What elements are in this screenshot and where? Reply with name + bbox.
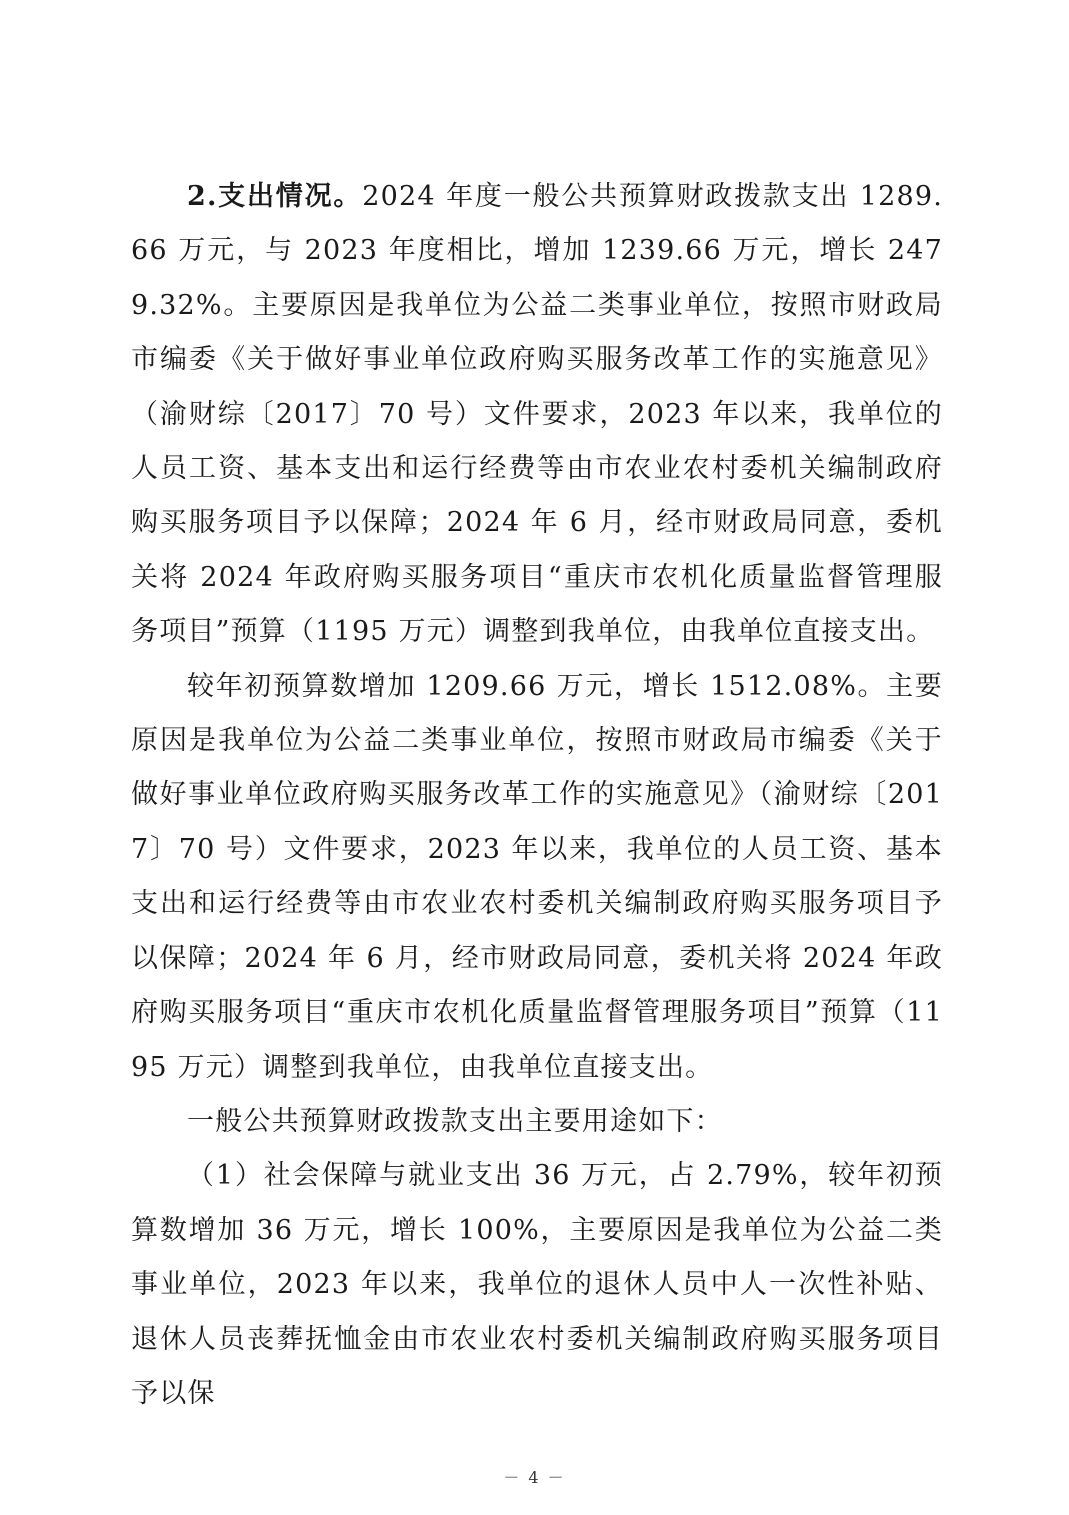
paragraph-usage-intro [131,1095,943,1149]
paragraph-budget-comparison [131,660,943,1095]
paragraph-expenditure-overview [131,170,943,660]
page-number: － 4 － [503,1468,566,1487]
paragraph-text: 2024 年度一般公共预算财政拨款支出 1289.66 万元，与 2023 年度相比，增加 1239.66 万元，增长 2479.32%。主要原因是我单位为公益二类事业单位，按照市财政局市编委《关于做好事业单位政府购买服务改革工作的实施意见》（渝财综〔2017〕70 号）文件要求，2023 年以来，我单位的人员工资、基本支出和运行经费等由市农业农村委机关编制政府购买服务项目予以保障；2024 年 6 月，经市财政局同意，委机关将 2024 年政府购买服务项目“重庆市农机化质量监督管理服务项目”预算（1195 万元）调整到我单位，由我单位直接支出。 [131,181,943,648]
document-body [131,170,943,1421]
section-heading: 2.支出情况。 [187,181,363,212]
paragraph-text: 较年初预算数增加 1209.66 万元，增长 1512.08%。主要原因是我单位为公益二类事业单位，按照市财政局市编委《关于做好事业单位政府购买服务改革工作的实施意见》（渝财综〔2017〕70 号）文件要求，2023 年以来，我单位的人员工资、基本支出和运行经费等由市农业农村委机关编制政府购买服务项目予以保障；2024 年 6 月，经市财政局同意，委机关将 2024 年政府购买服务项目“重庆市农机化质量监督管理服务项目”预算（1195 万元）调整到我单位，由我单位直接支出。 [131,670,943,1083]
paragraph-text: 一般公共预算财政拨款支出主要用途如下： [187,1105,723,1137]
paragraph-text: （1）社会保障与就业支出 36 万元，占 2.79%，较年初预算数增加 36 万元，增长 100%，主要原因是我单位为公益二类事业单位，2023 年以来，我单位的退休人员中人一次性补贴、退休人员丧葬抚恤金由市农业农村委机关编制政府购买服务项目予以保 [131,1160,943,1409]
paragraph-social-security [131,1149,943,1421]
